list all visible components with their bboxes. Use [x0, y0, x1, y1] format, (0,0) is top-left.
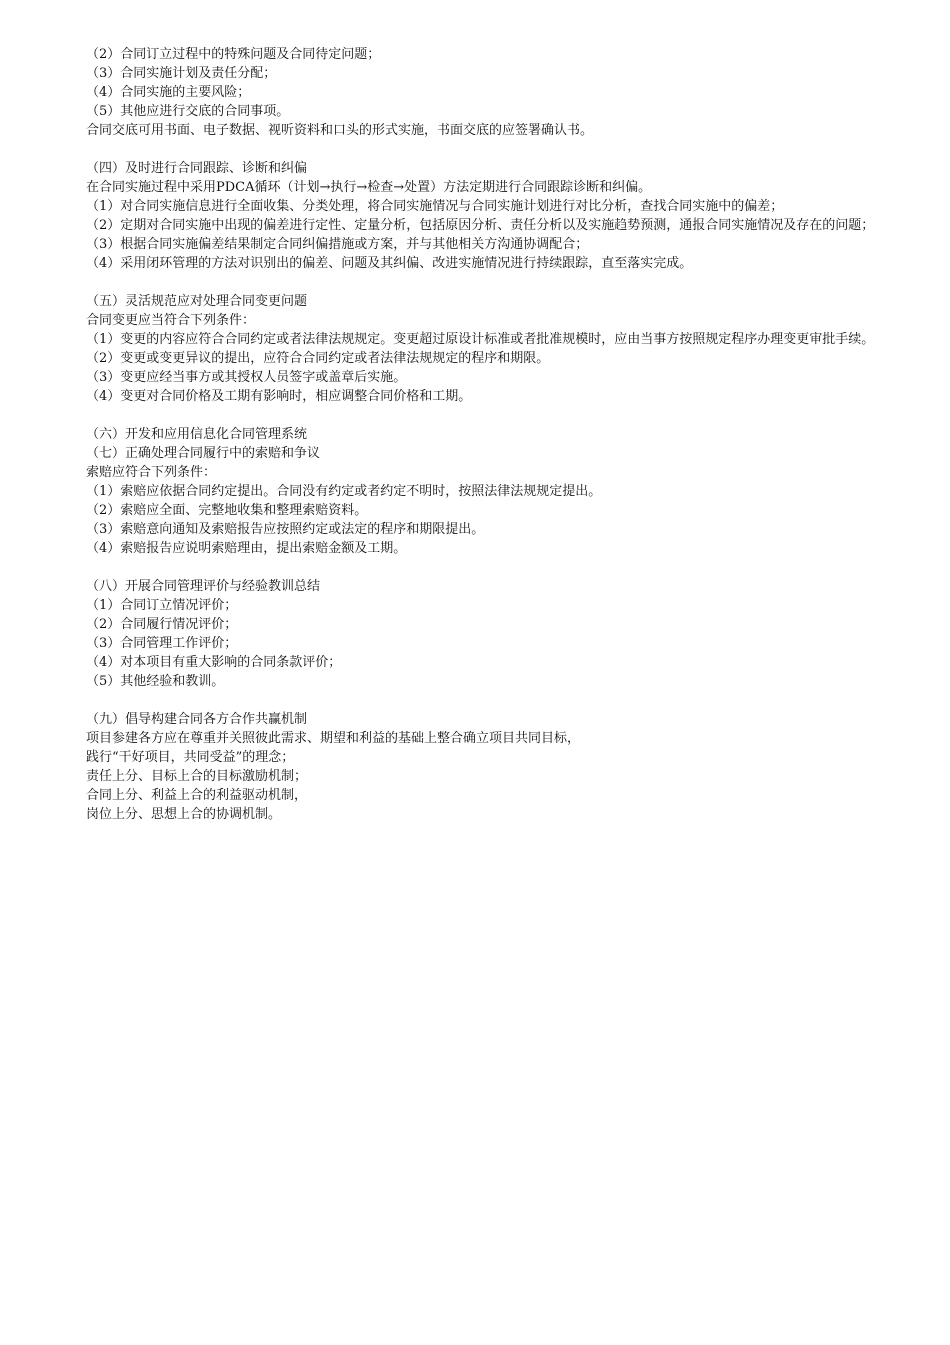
- list-item: （1）变更的内容应符合合同约定或者法律法规规定。变更超过原设计标准或者批准规模时，应由当事方按照规定程序办理变更审批手续。: [86, 332, 875, 347]
- paragraph-line: 责任上分、目标上合的目标激励机制；: [86, 769, 308, 784]
- section-heading: （八）开展合同管理评价与经验教训总结: [86, 579, 321, 594]
- list-item: （4）对本项目有重大影响的合同条款评价；: [86, 655, 342, 670]
- spacer: [56, 140, 896, 159]
- paragraph: 索赔应符合下列条件：: [86, 465, 217, 480]
- paragraph: 在合同实施过程中采用PDCA循环（计划→执行→检查→处置）方法定期进行合同跟踪诊断和纠偏。: [86, 180, 652, 195]
- section-3-tail: [56, 45, 896, 140]
- list-item: （1）索赔应依据合同约定提出。合同没有约定或者约定不明时，按照法律法规规定提出。: [86, 484, 602, 499]
- list-item: （4）采用闭环管理的方法对识别出的偏差、问题及其纠偏、改进实施情况进行持续跟踪，直至落实完成。: [86, 256, 693, 271]
- list-item: （2）合同履行情况评价；: [86, 617, 238, 632]
- list-item: （3）合同管理工作评价；: [86, 636, 238, 651]
- section-heading: （九）倡导构建合同各方合作共赢机制: [86, 712, 308, 727]
- list-item: （1）合同订立情况评价；: [86, 598, 238, 613]
- section-heading: （五）灵活规范应对处理合同变更问题: [86, 294, 308, 309]
- list-item: （2）合同订立过程中的特殊问题及合同待定问题；: [86, 47, 381, 62]
- spacer: [56, 273, 896, 292]
- paragraph-line: 项目参建各方应在尊重并关照彼此需求、期望和利益的基础上整合确立项目共同目标，: [86, 731, 581, 746]
- paragraph-line: 合同上分、利益上合的利益驱动机制，: [86, 788, 308, 803]
- section-4: [56, 159, 896, 273]
- list-item: （5）其他应进行交底的合同事项。: [86, 104, 290, 119]
- list-item: （3）根据合同实施偏差结果制定合同纠偏措施或方案，并与其他相关方沟通协调配合；: [86, 237, 589, 252]
- section-heading: （六）开发和应用信息化合同管理系统: [86, 427, 308, 442]
- list-item: （3）合同实施计划及责任分配；: [86, 66, 277, 81]
- section-heading: （四）及时进行合同跟踪、诊断和纠偏: [86, 161, 308, 176]
- list-item: （3）变更应经当事方或其授权人员签字或盖章后实施。: [86, 370, 407, 385]
- list-item: （2）定期对合同实施中出现的偏差进行定性、定量分析，包括原因分析、责任分析以及实施趋势预测，通报合同实施情况及存在的问题；: [86, 218, 875, 233]
- list-item: （4）索赔报告应说明索赔理由，提出索赔金额及工期。: [86, 541, 407, 556]
- list-item: （1）对合同实施信息进行全面收集、分类处理，将合同实施情况与合同实施计划进行对比分析，查找合同实施中的偏差；: [86, 199, 784, 214]
- section-5: [56, 292, 896, 406]
- paragraph: 合同交底可用书面、电子数据、视听资料和口头的形式实施，书面交底的应签署确认书。: [86, 123, 594, 138]
- section-9: [56, 710, 896, 824]
- list-item: （4）合同实施的主要风险；: [86, 85, 251, 100]
- list-item: （4）变更对合同价格及工期有影响时，相应调整合同价格和工期。: [86, 389, 472, 404]
- paragraph: 合同变更应当符合下列条件：: [86, 313, 256, 328]
- section-8: [56, 577, 896, 691]
- list-item: （5）其他经验和教训。: [86, 674, 225, 689]
- paragraph-line: 践行“干好项目，共同受益”的理念；: [86, 750, 295, 765]
- list-item: （3）索赔意向通知及索赔报告应按照约定或法定的程序和期限提出。: [86, 522, 485, 537]
- document-body: [56, 45, 896, 824]
- spacer: [56, 406, 896, 425]
- paragraph-line: 岗位上分、思想上合的协调机制。: [86, 807, 282, 822]
- section-heading: （七）正确处理合同履行中的索赔和争议: [86, 446, 321, 461]
- spacer: [56, 691, 896, 710]
- list-item: （2）变更或变更异议的提出，应符合合同约定或者法律法规规定的程序和期限。: [86, 351, 550, 366]
- list-item: （2）索赔应全面、完整地收集和整理索赔资料。: [86, 503, 368, 518]
- spacer: [56, 558, 896, 577]
- section-6-7: [56, 425, 896, 558]
